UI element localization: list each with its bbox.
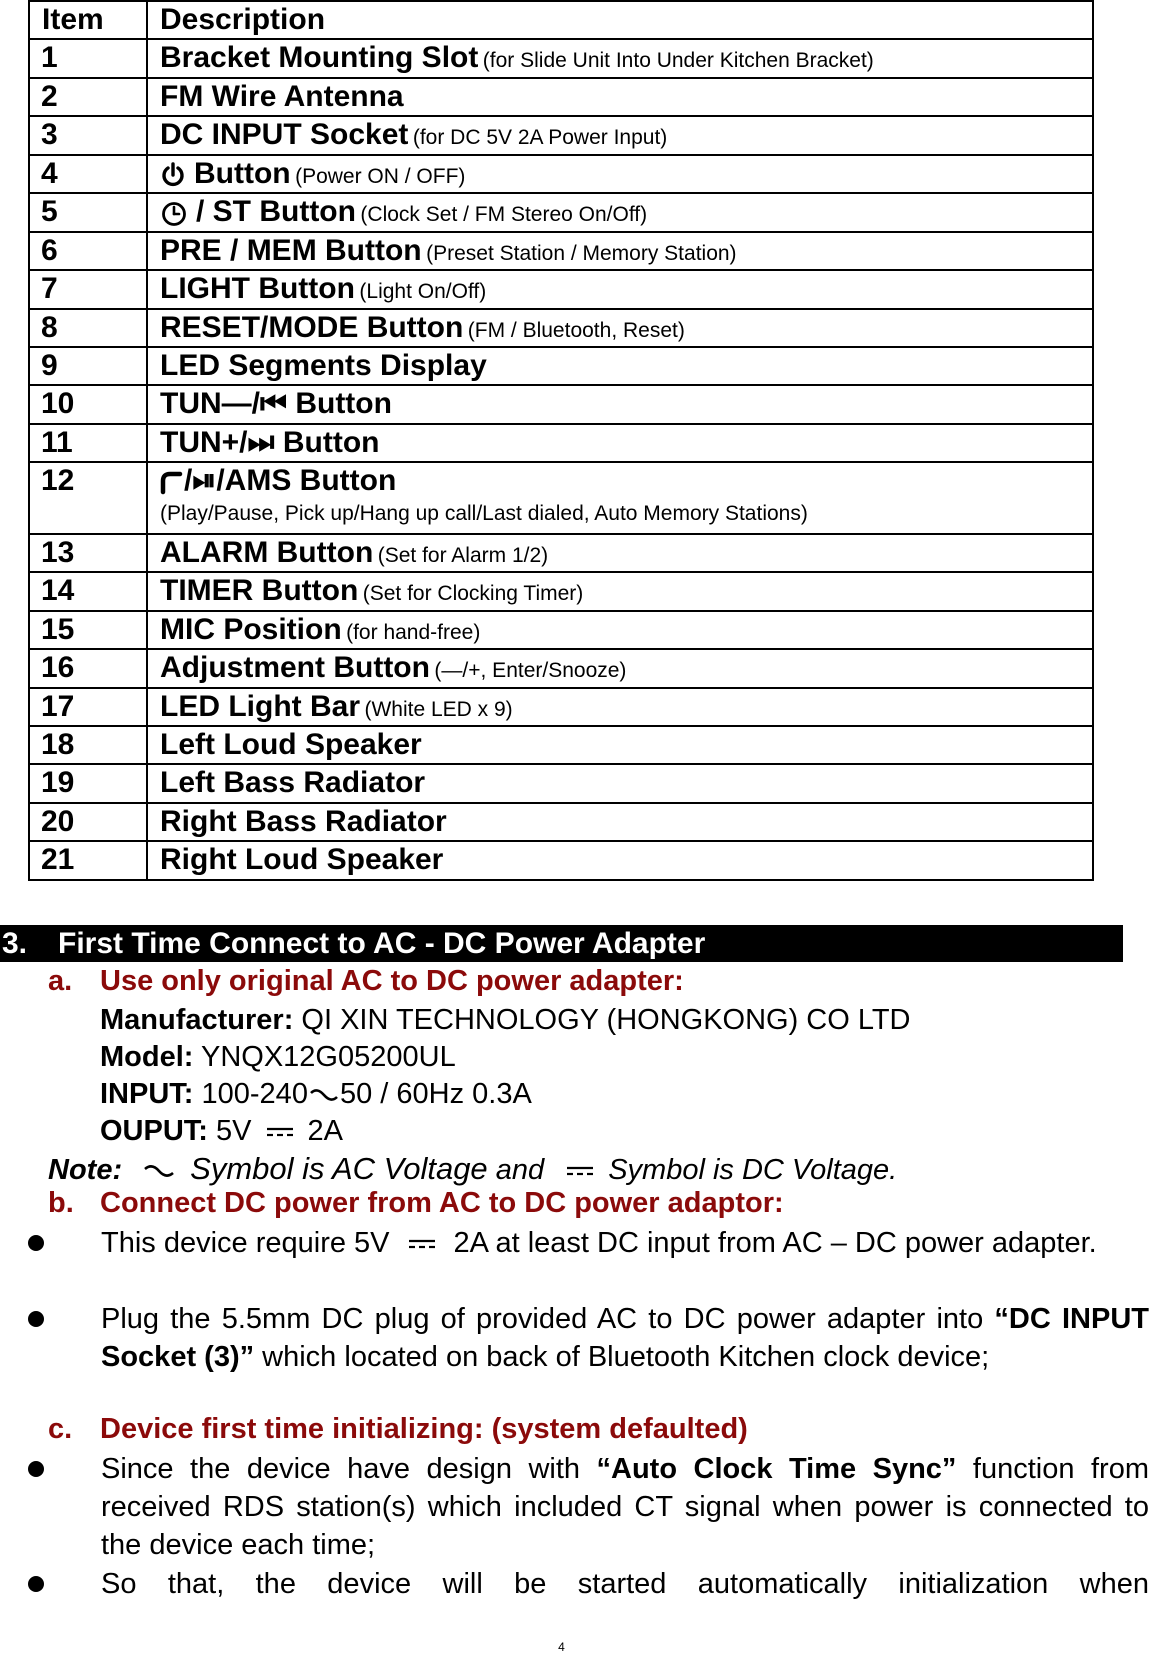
item-number: 16 bbox=[29, 649, 147, 687]
table-row bbox=[29, 572, 1093, 610]
table-row bbox=[29, 116, 1093, 154]
item-number: 19 bbox=[29, 764, 147, 802]
phone-icon bbox=[160, 471, 182, 495]
items-table bbox=[28, 0, 1094, 881]
item-number: 21 bbox=[29, 841, 147, 879]
item-note: (Light On/Off) bbox=[359, 280, 487, 304]
spec-manufacturer bbox=[100, 1001, 911, 1039]
subheading-letter: a. bbox=[48, 965, 73, 997]
item-number: 5 bbox=[29, 193, 147, 232]
table-row bbox=[29, 803, 1093, 841]
item-title: TIMER Button bbox=[160, 574, 359, 608]
bullet-text: Since the device have design with bbox=[101, 1453, 581, 1485]
dc-symbol-icon bbox=[408, 1237, 436, 1251]
section-heading bbox=[0, 925, 1123, 962]
spec-value: 5V bbox=[216, 1115, 252, 1147]
spec-value: 50 / 60Hz 0.3A bbox=[339, 1078, 532, 1110]
item-note: (Play/Pause, Pick up/Hang up call/Last dialed, Auto Memory Stations) bbox=[160, 502, 808, 526]
subheading-title: Use only original AC to DC power adapter: bbox=[100, 965, 684, 997]
subheading-letter: b. bbox=[48, 1187, 74, 1219]
clock-icon bbox=[160, 200, 188, 228]
item-number: 17 bbox=[29, 688, 147, 726]
item-number: 8 bbox=[29, 309, 147, 347]
table-row bbox=[29, 534, 1093, 572]
item-number: 12 bbox=[29, 462, 147, 534]
spec-output bbox=[100, 1112, 343, 1150]
note-and: and bbox=[495, 1154, 545, 1186]
item-title: ALARM Button bbox=[160, 536, 374, 570]
item-number: 7 bbox=[29, 270, 147, 308]
item-note: (FM / Bluetooth, Reset) bbox=[467, 318, 685, 342]
bullet-text: This device require 5V bbox=[101, 1227, 390, 1259]
item-title: Right Loud Speaker bbox=[160, 843, 444, 877]
item-note: (—/+, Enter/Snooze) bbox=[434, 659, 627, 683]
item-title: / ST Button bbox=[196, 194, 356, 228]
item-note: (Clock Set / FM Stereo On/Off) bbox=[360, 202, 648, 226]
dc-symbol-icon bbox=[266, 1125, 294, 1139]
item-title: Button bbox=[194, 156, 291, 190]
item-title: PRE / MEM Button bbox=[160, 233, 422, 267]
bullet-text: Plug the 5.5mm DC plug of provided AC to DC power adapter into bbox=[101, 1303, 984, 1335]
item-title: FM Wire Antenna bbox=[160, 79, 404, 113]
table-row bbox=[29, 39, 1093, 77]
spec-value: 2A bbox=[307, 1115, 343, 1147]
bullet-icon bbox=[28, 1576, 44, 1592]
dc-symbol-icon bbox=[566, 1164, 594, 1178]
item-note: (for Slide Unit Into Under Kitchen Bracket) bbox=[482, 49, 874, 73]
table-row bbox=[29, 155, 1093, 193]
note-ac-text: Symbol is AC Voltage bbox=[190, 1151, 488, 1186]
item-note: (Power ON / OFF) bbox=[295, 164, 466, 188]
subheading-title: Connect DC power from AC to DC power adaptor: bbox=[100, 1187, 784, 1219]
subheading-title: Device first time initializing: (system defaulted) bbox=[100, 1413, 748, 1445]
bullet-icon bbox=[28, 1461, 44, 1477]
item-note: (Preset Station / Memory Station) bbox=[426, 241, 737, 265]
subheading-b bbox=[48, 1187, 784, 1220]
item-number: 15 bbox=[29, 611, 147, 649]
list-item bbox=[28, 1224, 1123, 1262]
list-item bbox=[28, 1300, 1149, 1376]
column-header-description: Description bbox=[147, 1, 1093, 39]
item-title: LED Segments Display bbox=[160, 348, 487, 382]
table-row bbox=[29, 193, 1093, 232]
ac-symbol-icon bbox=[142, 1161, 176, 1181]
bullet-emphasis: “DC INPUT Socket (3)” bbox=[101, 1303, 1149, 1373]
item-number: 3 bbox=[29, 116, 147, 154]
item-number: 20 bbox=[29, 803, 147, 841]
bullet-text: which located on back of Bluetooth Kitchen clock device; bbox=[262, 1341, 990, 1373]
note-dc-text: Symbol is DC Voltage. bbox=[608, 1154, 898, 1186]
spec-label: OUPUT: bbox=[100, 1115, 208, 1147]
subheading-c bbox=[48, 1413, 748, 1446]
table-row bbox=[29, 688, 1093, 726]
table-row bbox=[29, 270, 1093, 308]
item-title: Left Loud Speaker bbox=[160, 728, 422, 762]
item-title: TUN—/⏮ Button bbox=[160, 387, 392, 421]
item-number: 2 bbox=[29, 78, 147, 116]
item-title: RESET/MODE Button bbox=[160, 310, 464, 344]
section-number: 3. bbox=[2, 927, 28, 960]
ac-symbol-icon bbox=[308, 1085, 340, 1105]
table-row bbox=[29, 347, 1093, 385]
item-number: 4 bbox=[29, 155, 147, 193]
table-row bbox=[29, 232, 1093, 270]
item-number: 6 bbox=[29, 232, 147, 270]
spec-value: YNQX12G05200UL bbox=[200, 1041, 456, 1073]
bullet-text: 2A at least DC input from AC – DC power adapter. bbox=[453, 1227, 1097, 1259]
list-item bbox=[28, 1450, 1149, 1564]
item-title: LED Light Bar bbox=[160, 689, 360, 723]
table-row bbox=[29, 385, 1093, 423]
spec-value: QI XIN TECHNOLOGY (HONGKONG) CO LTD bbox=[301, 1004, 911, 1036]
item-title: LIGHT Button bbox=[160, 272, 355, 306]
item-number: 1 bbox=[29, 39, 147, 77]
list-item bbox=[28, 1565, 1149, 1603]
item-number: 14 bbox=[29, 572, 147, 610]
item-title: Adjustment Button bbox=[160, 651, 430, 685]
item-number: 10 bbox=[29, 385, 147, 423]
section-title: First Time Connect to AC - DC Power Adapter bbox=[58, 927, 706, 960]
subheading-a bbox=[48, 965, 684, 998]
bullet-icon bbox=[28, 1311, 44, 1327]
bullet-text: So that, the device will be started automatically initialization when bbox=[101, 1568, 1149, 1600]
page-number: 4 bbox=[558, 1640, 565, 1654]
item-title: TUN+/⏭ Button bbox=[160, 425, 380, 459]
item-note: (for DC 5V 2A Power Input) bbox=[412, 126, 668, 150]
spec-value: 100-240 bbox=[201, 1078, 308, 1110]
spec-label: Model: bbox=[100, 1041, 194, 1073]
item-number: 18 bbox=[29, 726, 147, 764]
bullet-emphasis: “Auto Clock Time Sync” bbox=[596, 1453, 957, 1485]
item-note: (Set for Alarm 1/2) bbox=[377, 544, 549, 568]
item-title: Left Bass Radiator bbox=[160, 766, 426, 800]
table-row bbox=[29, 764, 1093, 802]
spec-label: Manufacturer: bbox=[100, 1004, 294, 1036]
item-note: (White LED x 9) bbox=[364, 697, 513, 721]
table-row bbox=[29, 611, 1093, 649]
item-title: DC INPUT Socket bbox=[160, 118, 409, 152]
spec-model bbox=[100, 1038, 456, 1076]
table-row bbox=[29, 78, 1093, 116]
item-note: (Set for Clocking Timer) bbox=[362, 582, 584, 606]
item-title: Right Bass Radiator bbox=[160, 804, 447, 838]
item-title: /⏯/AMS Button bbox=[184, 464, 397, 498]
table-row bbox=[29, 649, 1093, 687]
note-label: Note: bbox=[48, 1154, 123, 1186]
spec-label: INPUT: bbox=[100, 1078, 194, 1110]
item-number: 11 bbox=[29, 424, 147, 462]
table-row bbox=[29, 309, 1093, 347]
item-number: 13 bbox=[29, 534, 147, 572]
table-row bbox=[29, 462, 1093, 534]
item-number: 9 bbox=[29, 347, 147, 385]
subheading-letter: c. bbox=[48, 1413, 73, 1445]
item-title: MIC Position bbox=[160, 612, 342, 646]
table-row bbox=[29, 726, 1093, 764]
item-title: Bracket Mounting Slot bbox=[160, 41, 479, 75]
table-row bbox=[29, 841, 1093, 879]
spec-input bbox=[100, 1075, 532, 1113]
power-icon bbox=[160, 162, 186, 188]
bullet-text: function from received RDS station(s) which included CT signal when power is connected to the device each time; bbox=[101, 1453, 1149, 1561]
voltage-note bbox=[48, 1150, 897, 1189]
bullet-icon bbox=[28, 1235, 44, 1251]
column-header-item: Item bbox=[29, 1, 147, 39]
table-header-row bbox=[29, 1, 1093, 39]
item-note: (for hand-free) bbox=[346, 620, 481, 644]
table-row bbox=[29, 424, 1093, 462]
